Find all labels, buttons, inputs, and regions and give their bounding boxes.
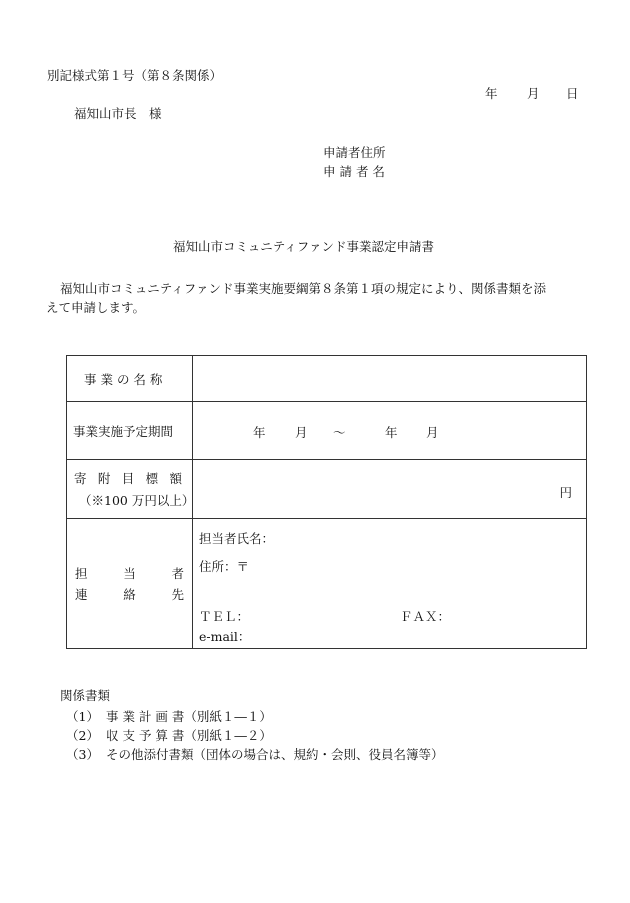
documents-item-text-3: その他添付書類（団体の場合は、規約・会則、役員名簿等） <box>106 747 444 762</box>
project-name-value-cell[interactable] <box>193 356 587 402</box>
body-text-line1: 福知山市コミュニティファンド事業実施要綱第８条第１項の規定により、関係書類を添 <box>60 281 547 296</box>
documents-item-num-3: （3） <box>66 747 99 762</box>
donation-label-char: 標 <box>145 471 159 486</box>
applicant-address-label: 申請者住所 <box>323 145 386 160</box>
donation-label-char: 附 <box>97 471 111 486</box>
email-label: e-mail： <box>199 629 251 644</box>
contact-label-char: 絡 <box>123 587 136 602</box>
contact-label-cell <box>67 519 193 649</box>
contact-label-char: 連 <box>75 587 88 602</box>
donation-note: （※100 万円以上） <box>79 493 195 508</box>
application-table <box>66 355 587 649</box>
documents-item-text-1: 事 業 計 画 書（別紙１―１） <box>106 709 272 724</box>
row-contact <box>67 519 587 649</box>
period-start-month: 月 <box>295 425 308 440</box>
documents-item-num-2: （2） <box>66 728 99 743</box>
project-name-label: 事 業 の 名 称 <box>84 371 163 387</box>
donation-label-char: 目 <box>121 471 135 486</box>
row-period <box>67 402 587 460</box>
donation-label-char: 寄 <box>74 471 87 486</box>
period-label: 事業実施予定期間 <box>73 423 174 439</box>
contact-label-char: 当 <box>123 566 136 581</box>
period-separator: ～ <box>333 425 346 440</box>
contact-label-line1 <box>67 564 192 582</box>
contact-label-char: 先 <box>171 587 184 602</box>
contact-label-char: 担 <box>75 566 88 581</box>
fax-label: ＦＡＸ： <box>400 609 451 624</box>
address-label: 住所：〒 <box>199 559 250 574</box>
donation-unit: 円 <box>559 485 572 500</box>
donation-label-cell <box>67 460 193 519</box>
addressee: 福知山市長 様 <box>74 106 162 121</box>
documents-item-num-1: （1） <box>66 709 99 724</box>
date-month-label: 月 <box>527 86 540 101</box>
period-value-cell[interactable] <box>193 402 587 460</box>
contact-value-cell[interactable] <box>193 519 587 649</box>
donation-value-cell[interactable] <box>193 460 587 519</box>
contact-label-char: 者 <box>171 566 184 581</box>
row-project-name <box>67 356 587 402</box>
period-end-year: 年 <box>385 425 398 440</box>
date-year-label: 年 <box>485 86 498 101</box>
period-start-year: 年 <box>253 425 266 440</box>
project-name-label-cell <box>67 356 193 402</box>
applicant-name-label: 申 請 者 名 <box>323 164 385 179</box>
person-name-label: 担当者氏名： <box>199 531 275 546</box>
tel-label: ＴＥＬ： <box>199 609 250 624</box>
date-day-label: 日 <box>566 86 579 101</box>
row-donation <box>67 460 587 519</box>
page-title: 福知山市コミュニティファンド事業認定申請書 <box>173 239 435 254</box>
documents-item-text-2: 収 支 予 算 書（別紙１―２） <box>106 728 272 743</box>
documents-heading: 関係書類 <box>60 688 111 703</box>
body-text-line2: えて申請します。 <box>46 300 146 315</box>
form-number: 別記様式第１号（第８条関係） <box>47 68 223 83</box>
contact-label-line2 <box>67 585 192 603</box>
donation-label <box>67 469 192 487</box>
period-label-cell <box>67 402 193 460</box>
period-end-month: 月 <box>426 425 439 440</box>
donation-label-char: 額 <box>169 471 182 486</box>
